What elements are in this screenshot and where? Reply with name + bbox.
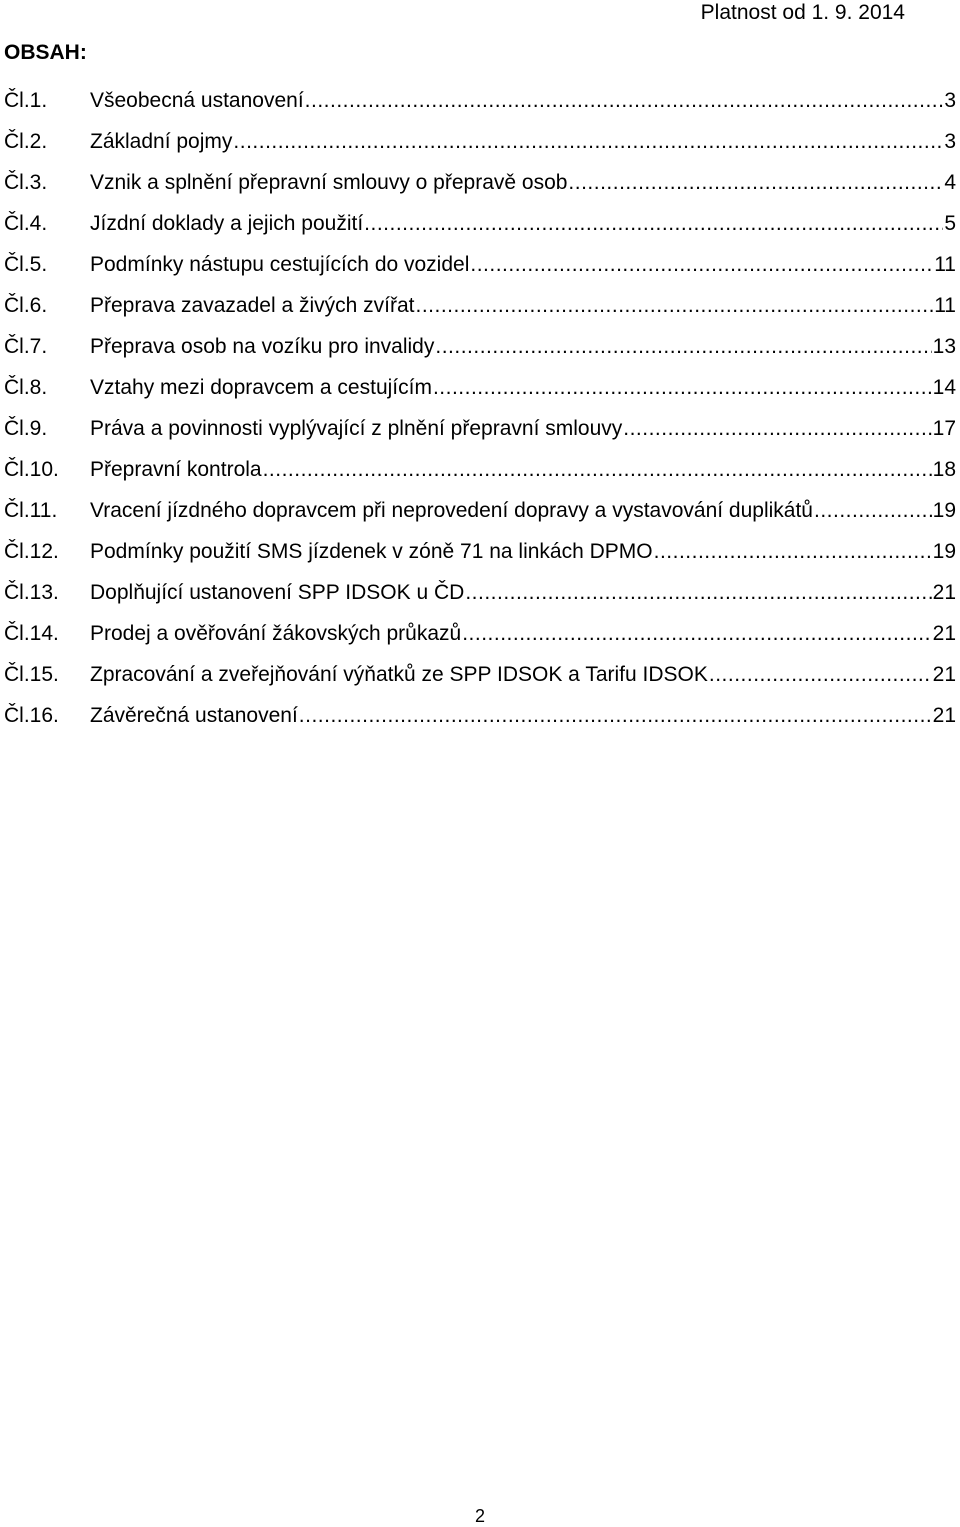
toc-leader-dots	[233, 129, 943, 155]
toc-title: OBSAH:	[4, 41, 87, 64]
toc-entry[interactable]	[4, 498, 956, 539]
validity-date: Platnost od 1. 9. 2014	[700, 1, 905, 24]
toc-entry-title: Přeprava osob na vozíku pro invalidy	[90, 335, 435, 358]
toc-entry[interactable]	[4, 170, 956, 211]
toc-entry-title: Základní pojmy	[90, 130, 233, 153]
toc-entry-title: Vztahy mezi dopravcem a cestujícím	[90, 376, 432, 399]
toc-entry-number: Čl.7.	[4, 335, 48, 358]
toc-entry[interactable]	[4, 621, 956, 662]
toc-leader-dots	[709, 662, 932, 688]
toc-entry-number: Čl.6.	[4, 294, 48, 317]
toc-leader-dots	[299, 703, 932, 729]
toc-entry[interactable]	[4, 662, 956, 703]
toc-entry-page: 21	[932, 704, 956, 727]
toc-entry[interactable]	[4, 416, 956, 457]
toc-entry-number: Čl.9.	[4, 417, 48, 440]
toc-entry-page: 14	[932, 376, 956, 399]
toc-entry-number: Čl.10.	[4, 458, 59, 481]
toc-entry[interactable]	[4, 457, 956, 498]
toc-entry-number: Čl.16.	[4, 704, 59, 727]
toc-entry[interactable]	[4, 375, 956, 416]
toc-leader-dots	[465, 580, 931, 606]
toc-entry-page: 5	[944, 212, 956, 235]
toc-leader-dots	[433, 375, 932, 401]
toc-entry-title: Přeprava zavazadel a živých zvířat	[90, 294, 415, 317]
toc-entry-title: Přepravní kontrola	[90, 458, 262, 481]
toc-leader-dots	[462, 621, 931, 647]
toc-entry-page: 4	[944, 171, 956, 194]
toc-entry-page: 13	[932, 335, 956, 358]
toc-entry[interactable]	[4, 88, 956, 129]
toc-entry[interactable]	[4, 252, 956, 293]
toc-entry-title: Zpracování a zveřejňování výňatků ze SPP IDSOK a Tarifu IDSOK	[90, 663, 708, 686]
toc-entry-number: Čl.1.	[4, 89, 48, 112]
toc-leader-dots	[435, 334, 931, 360]
toc-entry-number: Čl.5.	[4, 253, 48, 276]
toc-leader-dots	[623, 416, 931, 442]
toc-entry-title: Práva a povinnosti vyplývající z plnění přepravní smlouvy	[90, 417, 623, 440]
toc-leader-dots	[568, 170, 943, 196]
toc-entry[interactable]	[4, 334, 956, 375]
toc-entry[interactable]	[4, 211, 956, 252]
toc-leader-dots	[415, 293, 933, 319]
toc-entry-number: Čl.11.	[4, 499, 58, 522]
toc-entry[interactable]	[4, 580, 956, 621]
toc-entry-page: 18	[932, 458, 956, 481]
table-of-contents	[4, 88, 956, 744]
toc-entry-title: Všeobecná ustanovení	[90, 89, 304, 112]
toc-leader-dots	[305, 88, 944, 114]
toc-entry-number: Čl.12.	[4, 540, 59, 563]
toc-entry-page: 19	[932, 540, 956, 563]
toc-entry-page: 21	[932, 581, 956, 604]
toc-entry-number: Čl.13.	[4, 581, 59, 604]
toc-entry-title: Podmínky použití SMS jízdenek v zóně 71 na linkách DPMO	[90, 540, 653, 563]
page-number: 2	[474, 1506, 485, 1526]
toc-entry-title: Vracení jízdného dopravcem při neprovedení dopravy a vystavování duplikátů	[90, 499, 813, 522]
toc-entry-title: Doplňující ustanovení SPP IDSOK u ČD	[90, 581, 465, 604]
toc-leader-dots	[654, 539, 932, 565]
toc-entry-title: Podmínky nástupu cestujících do vozidel	[90, 253, 470, 276]
toc-entry-page: 17	[932, 417, 956, 440]
toc-entry-title: Závěrečná ustanovení	[90, 704, 298, 727]
toc-leader-dots	[263, 457, 932, 483]
toc-leader-dots	[364, 211, 943, 237]
toc-entry[interactable]	[4, 293, 956, 334]
toc-entry-number: Čl.3.	[4, 171, 48, 194]
toc-entry-number: Čl.2.	[4, 130, 48, 153]
toc-entry[interactable]	[4, 129, 956, 170]
toc-leader-dots	[470, 252, 933, 278]
toc-entry-number: Čl.4.	[4, 212, 48, 235]
toc-entry-page: 21	[932, 622, 956, 645]
toc-leader-dots	[814, 498, 932, 524]
toc-entry-title: Jízdní doklady a jejich použití	[90, 212, 364, 235]
toc-entry-page: 3	[944, 89, 956, 112]
toc-entry-page: 11	[934, 294, 956, 317]
toc-entry-number: Čl.8.	[4, 376, 48, 399]
toc-entry[interactable]	[4, 703, 956, 744]
toc-entry-page: 11	[934, 253, 956, 276]
toc-entry-number: Čl.14.	[4, 622, 59, 645]
toc-entry-number: Čl.15.	[4, 663, 59, 686]
toc-entry-page: 21	[932, 663, 956, 686]
toc-entry-title: Vznik a splnění přepravní smlouvy o přepravě osob	[90, 171, 568, 194]
toc-entry-title: Prodej a ověřování žákovských průkazů	[90, 622, 462, 645]
toc-entry-page: 19	[932, 499, 956, 522]
toc-entry-page: 3	[944, 130, 956, 153]
toc-entry[interactable]	[4, 539, 956, 580]
